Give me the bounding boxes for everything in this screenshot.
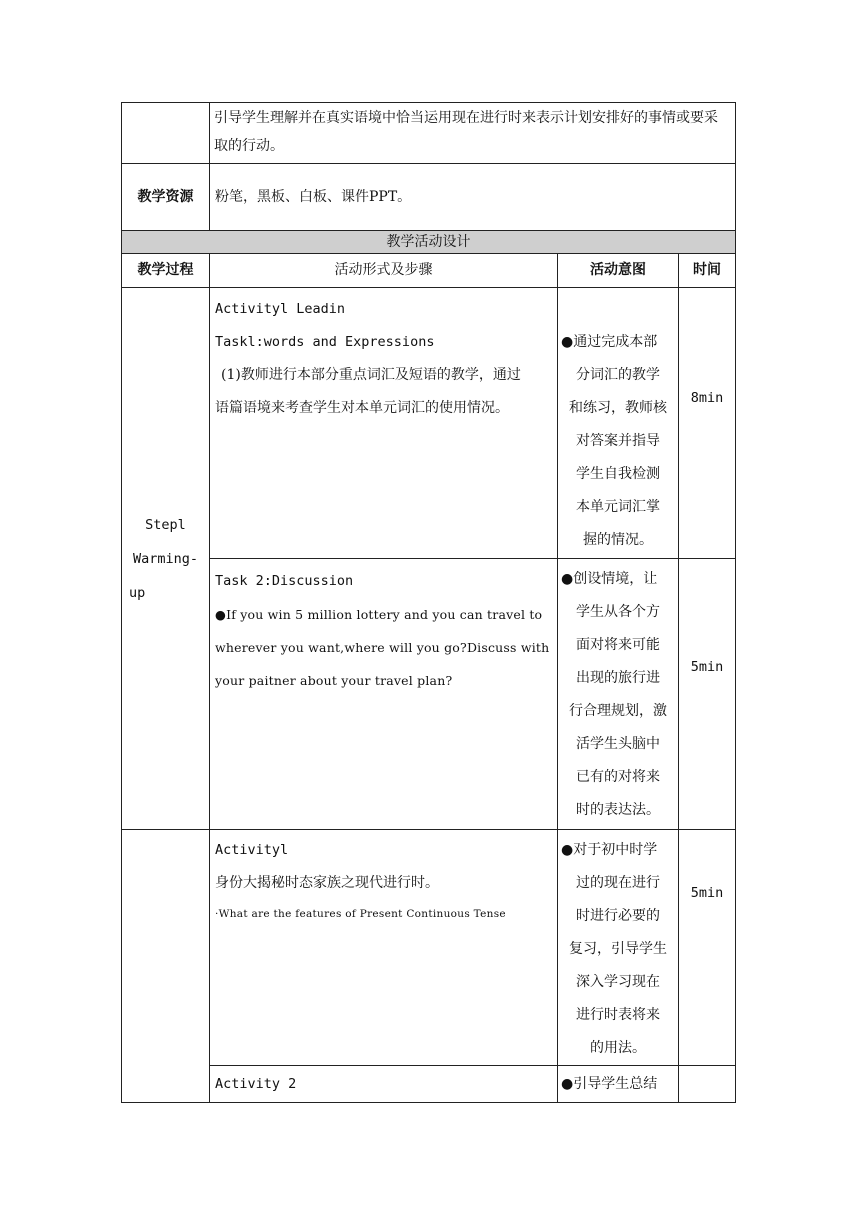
row1-intent-line: ●通过完成本部 (561, 334, 658, 350)
row3-activity: Activityl (215, 842, 289, 858)
row3-intent-line: 时进行必要的 (576, 908, 660, 924)
row1-intent-line: 学生自我检测 (576, 466, 660, 482)
row3-bullet: ·What are the features of Present Continuous Tense (215, 908, 506, 920)
row2-time: 5min (679, 559, 736, 830)
row4-intent-line: ●引导学生总结 (561, 1076, 658, 1092)
row2-intent-line: 面对将来可能 (576, 637, 660, 653)
row2-intent-line: 已有的对将来 (576, 769, 660, 785)
goal-text: 引导学生理解并在真实语境中恰当运用现在进行时来表示计划安排好的事情或要采取的行动。 (210, 103, 736, 164)
row1-desc2: 语篇语境来考查学生对本单元词汇的使用情况。 (215, 400, 509, 416)
row2-q1: ●If you win 5 million lottery and you can travel to (215, 607, 543, 622)
row1-task: Taskl:words and Expressions (215, 334, 435, 350)
row3-intent-line: 复习，引导学生 (569, 941, 667, 957)
row3-line: 身份大揭秘时态家族之现代进行时。 (215, 875, 439, 891)
row2-intent (558, 559, 679, 830)
row1-intent-line: 对答案并指导 (576, 433, 660, 449)
row3-intent-line: 深入学习现在 (576, 974, 660, 990)
section-title: 教学活动设计 (122, 231, 736, 254)
row3-intent-line: ●对于初中时学 (561, 842, 658, 858)
row3-steps (210, 830, 558, 1066)
row1-desc1: (1)教师进行本部分重点词汇及短语的教学，通过 (221, 367, 521, 383)
row3-intent-line: 进行时表将来 (576, 1007, 660, 1023)
row2-intent-line: 出现的旅行进 (576, 670, 660, 686)
row1-time: 8min (679, 288, 736, 559)
row2-intent-line: ●创设情境，让 (561, 571, 658, 587)
step1-line2: Warming- (132, 550, 199, 567)
row2-intent-line: 活学生头脑中 (576, 736, 660, 752)
row2-q2: wherever you want,where will you go?Discuss with (215, 640, 550, 655)
header-process: 教学过程 (122, 254, 210, 288)
row3-intent-line: 过的现在进行 (576, 875, 660, 891)
row1-intent-line: 握的情况。 (583, 532, 653, 548)
row2-intent-line: 行合理规划，激 (569, 703, 667, 719)
row2-q3: your paitner about your travel plan? (215, 673, 453, 688)
row1-steps (210, 288, 558, 559)
resources-text: 粉笔，黑板、白板、课件PPT。 (210, 164, 736, 231)
header-time: 时间 (679, 254, 736, 288)
row1-activity: Activityl Leadin (215, 301, 346, 317)
row1-intent-line: 分词汇的教学 (576, 367, 660, 383)
resources-label: 教学资源 (122, 164, 210, 231)
step1-cell (122, 288, 210, 830)
row3-intent (558, 830, 679, 1066)
row4-steps (210, 1066, 558, 1103)
row2-task: Task 2:Discussion (215, 573, 354, 589)
row4-intent (558, 1066, 679, 1103)
header-intent: 活动意图 (558, 254, 679, 288)
row2-intent-line: 学生从各个方 (576, 604, 660, 620)
lesson-plan-table (121, 102, 736, 1103)
step1-line3: up (129, 584, 146, 601)
row4-activity: Activity 2 (215, 1076, 297, 1092)
row3-time: 5min (679, 830, 736, 1066)
step1-line1: Stepl (145, 516, 186, 533)
row3-intent-line: 的用法。 (590, 1040, 646, 1056)
header-steps: 活动形式及步骤 (210, 254, 558, 288)
row1-intent-line: 和练习，教师核 (569, 400, 667, 416)
row1-intent (558, 288, 679, 559)
row4-time (679, 1066, 736, 1103)
step2-cell (122, 830, 210, 1103)
row2-intent-line: 时的表达法。 (576, 802, 660, 818)
row2-steps (210, 559, 558, 830)
empty-cell (122, 103, 210, 164)
row1-intent-line: 本单元词汇掌 (576, 499, 660, 515)
